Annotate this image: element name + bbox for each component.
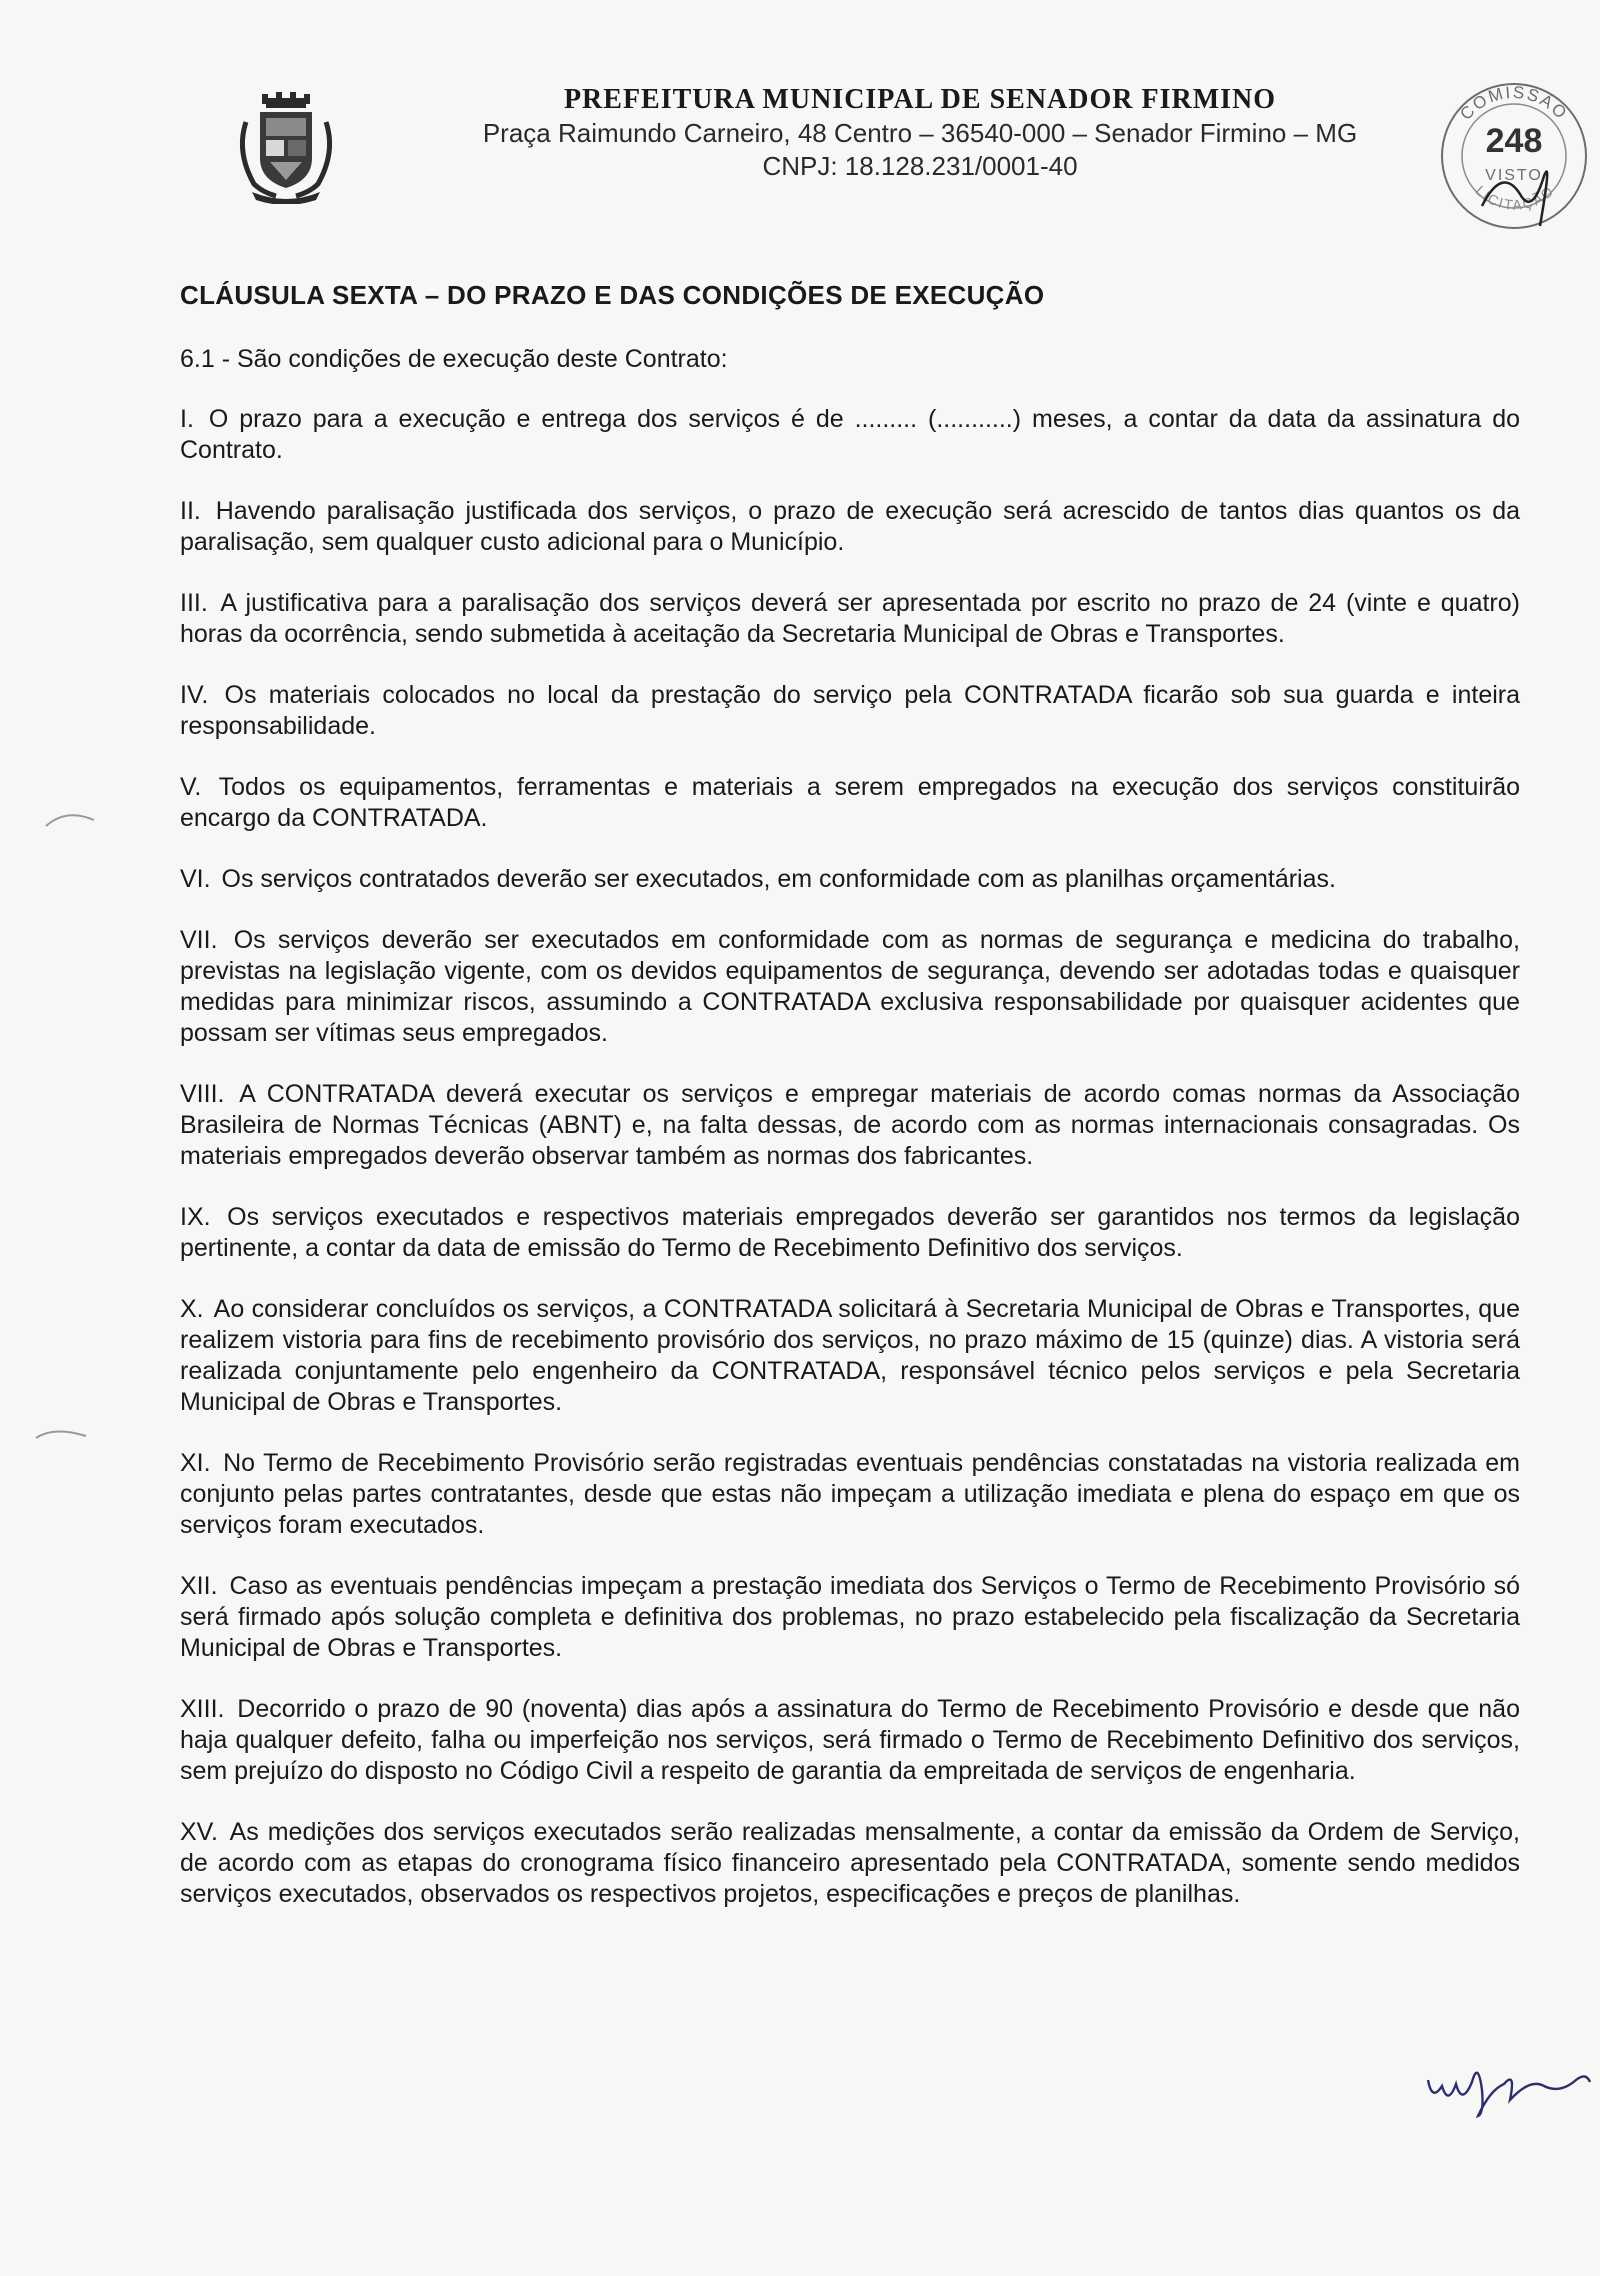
clause-text: Todos os equipamentos, ferramentas e materiais a serem empregados na execução dos serviços constituirão encargo da CONTRATADA. xyxy=(180,773,1521,832)
clause-text: As medições dos serviços executados serão realizadas mensalmente, a contar da emissão da Ordem de Serviço, de acordo com as etapas do cronograma físico financeiro apresentado pela CONTRATADA, somente sendo medidos serviços executados, observados os respectivos projetos, especificações e preços de planilhas. xyxy=(180,1818,1520,1908)
clause-item xyxy=(180,772,1520,834)
clause-item xyxy=(180,1079,1520,1172)
municipal-crest-icon xyxy=(232,92,340,204)
clause-item xyxy=(180,864,1520,895)
commission-stamp xyxy=(1432,56,1592,246)
clause-text: Os serviços executados e respectivos materiais empregados deverão ser garantidos nos termos da legislação pertinente, a contar da data de emissão do Termo de Recebimento Definitivo dos serviços. xyxy=(180,1203,1520,1262)
clause-number: IX. xyxy=(180,1203,211,1231)
clause-text: O prazo para a execução e entrega dos serviços é de ......... (...........) meses, a contar da data da assinatura do Contrato. xyxy=(180,405,1520,464)
organization-address: Praça Raimundo Carneiro, 48 Centro – 36540-000 – Senador Firmino – MG xyxy=(482,118,1358,148)
clause-number: VI. xyxy=(180,865,211,893)
clause-number: VIII. xyxy=(180,1080,225,1108)
stamp-middle-text: VISTO xyxy=(1485,167,1543,184)
clause-number: XII. xyxy=(180,1572,218,1600)
clause-item xyxy=(180,1202,1520,1264)
clause-number: I. xyxy=(180,405,194,433)
clause-item xyxy=(180,680,1520,742)
clause-number: IV. xyxy=(180,681,209,709)
section-title: CLÁUSULA SEXTA – DO PRAZO E DAS CONDIÇÕES DE EXECUÇÃO xyxy=(180,280,1045,310)
clause-item xyxy=(180,1448,1520,1541)
clause-item xyxy=(180,1694,1520,1787)
organization-name: PREFEITURA MUNICIPAL DE SENADOR FIRMINO xyxy=(563,84,1277,115)
clause-item xyxy=(180,496,1520,558)
clause-text: Os serviços deverão ser executados em conformidade com as normas de segurança e medicina do trabalho, previstas na legislação vigente, com os devidos equipamentos de segurança, devendo ser adotadas todas e quaisquer medidas para minimizar riscos, assumindo a CONTRATADA exclusiva responsabilidade por quaisquer acidentes que possam ser vítimas seus empregados. xyxy=(180,926,1520,1047)
clause-number: XIII. xyxy=(180,1695,225,1723)
clause-text: Os serviços contratados deverão ser executados, em conformidade com as planilhas orçamentárias. xyxy=(221,865,1336,893)
stamp-number: 248 xyxy=(1485,122,1543,160)
margin-mark xyxy=(40,800,100,840)
clause-number: VII. xyxy=(180,926,218,954)
clause-number: X. xyxy=(180,1295,204,1323)
stamp-top-text: COMISSÃO xyxy=(1456,82,1572,124)
clause-text: No Termo de Recebimento Provisório serão registradas eventuais pendências constatadas na vistoria realizada em conjunto pelas partes contratantes, desde que estas não impeçam a utilização imediata e plena do espaço em que os serviços foram executados. xyxy=(180,1449,1520,1539)
clause-text: Decorrido o prazo de 90 (noventa) dias após a assinatura do Termo de Recebimento Provisório e desde que não haja qualquer defeito, falha ou imperfeição nos serviços, será firmado o Termo de Recebimento Definitivo dos serviços, sem prejuízo do disposto no Código Civil a respeito de garantia da empreitada de serviços de engenharia. xyxy=(180,1695,1520,1785)
svg-text:COMISSÃO xyxy=(1456,83,1571,124)
clause-item xyxy=(180,1817,1520,1910)
clause-item xyxy=(180,1294,1520,1418)
clause-item xyxy=(180,925,1520,1049)
clause-number: II. xyxy=(180,497,201,525)
section-lead: 6.1 - São condições de execução deste Contrato: xyxy=(180,345,728,373)
clause-text: A justificativa para a paralisação dos serviços deverá ser apresentada por escrito no prazo de 24 (vinte e quatro) horas da ocorrência, sendo submetida à aceitação da Secretaria Municipal de Obras e Transportes. xyxy=(180,589,1520,648)
stamp-bottom-text: LICITAÇÃO xyxy=(1472,182,1558,213)
handwritten-initials xyxy=(1420,2050,1600,2120)
margin-mark xyxy=(32,1420,92,1450)
letterhead xyxy=(440,84,1400,182)
clause-text: Os materiais colocados no local da prestação do serviço pela CONTRATADA ficarão sob sua guarda e inteira responsabilidade. xyxy=(180,681,1521,740)
clause-number: V. xyxy=(180,773,202,801)
clause-text: Ao considerar concluídos os serviços, a CONTRATADA solicitará à Secretaria Municipal de Obras e Transportes, que realizem vistoria para fins de recebimento provisório dos serviços, no prazo máximo de 15 (quinze) dias. A vistoria será realizada conjuntamente pelo engenheiro da CONTRATADA, responsável técnico pelos serviços e pela Secretaria Municipal de Obras e Transportes. xyxy=(180,1295,1520,1416)
organization-cnpj: CNPJ: 18.128.231/0001-40 xyxy=(762,151,1078,181)
contract-clause-body xyxy=(180,280,1520,1940)
clause-item xyxy=(180,404,1520,466)
clause-item xyxy=(180,588,1520,650)
clause-item xyxy=(180,1571,1520,1664)
clause-number: XI. xyxy=(180,1449,211,1477)
clause-number: XV. xyxy=(180,1818,219,1846)
clause-text: Caso as eventuais pendências impeçam a prestação imediata dos Serviços o Termo de Recebimento Provisório só será firmado após solução completa e definitiva dos problemas, no prazo estabelecido pela fiscalização da Secretaria Municipal de Obras e Transportes. xyxy=(180,1572,1520,1662)
clause-text: A CONTRATADA deverá executar os serviços e empregar materiais de acordo comas normas da Associação Brasileira de Normas Técnicas (ABNT) e, na falta dessas, de acordo com as normas internacionais consagradas. Os materiais empregados deverão observar também as normas dos fabricantes. xyxy=(180,1080,1520,1170)
clause-text: Havendo paralisação justificada dos serviços, o prazo de execução será acrescido de tantos dias quantos os da paralisação, sem qualquer custo adicional para o Município. xyxy=(180,497,1521,556)
clause-list xyxy=(180,404,1520,1910)
clause-number: III. xyxy=(180,589,208,617)
